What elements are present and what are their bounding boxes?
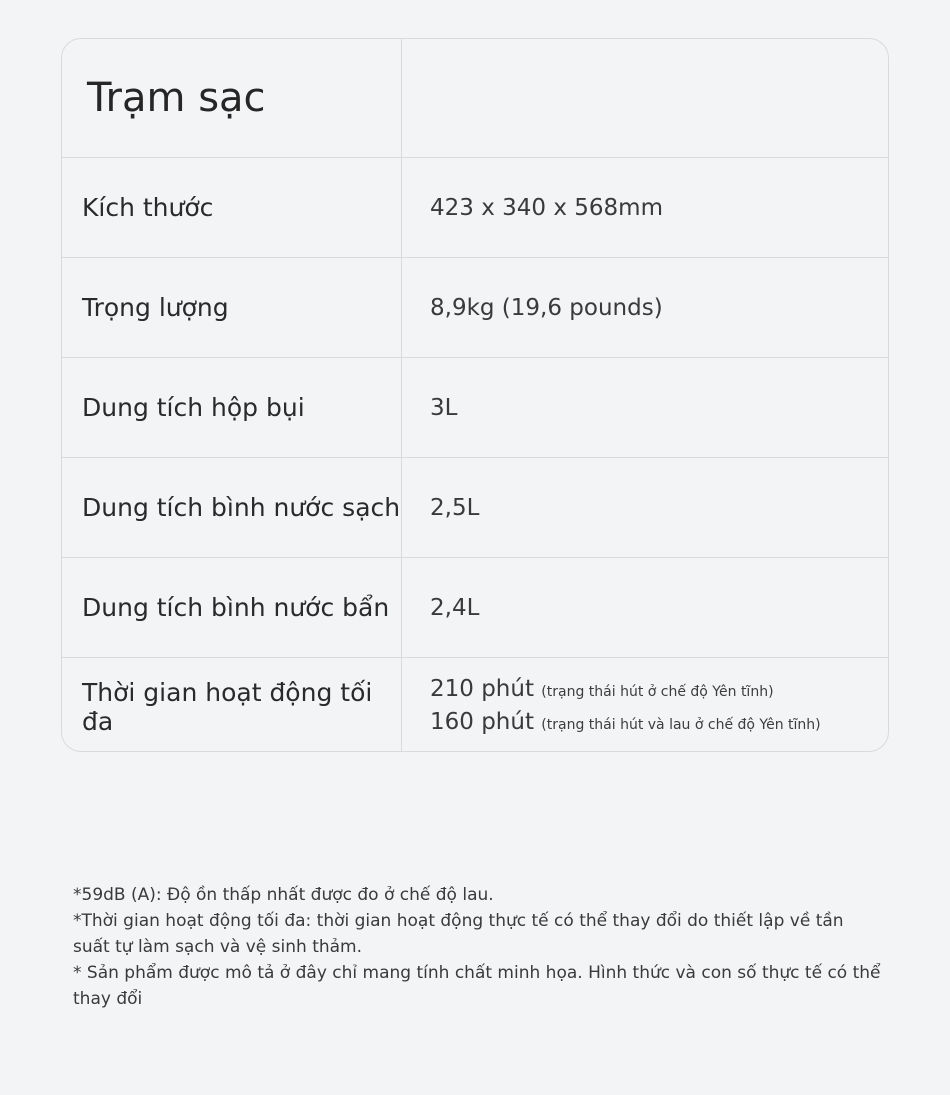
row-value-dimensions: 423 x 340 x 568mm (430, 194, 663, 221)
footnote-noise: *59dB (A): Độ ồn thấp nhất được đo ở chế độ lau. (73, 885, 494, 905)
row-value-dust-bin: 3L (430, 394, 458, 421)
table-row (62, 158, 888, 258)
footnote-runtime: *Thời gian hoạt động tối đa: thời gian hoạt động thực tế có thể thay đổi do thiết lập về tần suất tự làm sạch và vệ sinh thảm. (73, 911, 844, 957)
table-title: Trạm sạc (62, 39, 402, 157)
runtime-vacuum-mop-note: (trạng thái hút và lau ở chế độ Yên tĩnh) (541, 717, 821, 733)
table-row (62, 458, 888, 558)
row-value-weight: 8,9kg (19,6 pounds) (430, 294, 663, 321)
table-row (62, 258, 888, 358)
row-label-weight: Trọng lượng (62, 258, 402, 357)
footnote-disclaimer: * Sản phẩm được mô tả ở đây chỉ mang tính chất minh họa. Hình thức và con số thực tế có thể thay đổi (73, 963, 881, 1009)
runtime-vacuum-note: (trạng thái hút ở chế độ Yên tĩnh) (541, 684, 774, 700)
spec-table (61, 38, 889, 752)
table-header-empty-cell (402, 39, 888, 157)
table-row-runtime (62, 658, 888, 752)
runtime-vacuum-value: 210 phút (430, 676, 534, 702)
runtime-vacuum-mop-value: 160 phút (430, 709, 534, 735)
footnotes (73, 882, 883, 1012)
table-header-row (62, 39, 888, 158)
row-value-clean-water-tank: 2,5L (430, 494, 480, 521)
row-value-dirty-water-tank: 2,4L (430, 594, 480, 621)
runtime-line-vacuum-mop (430, 707, 821, 740)
runtime-line-vacuum (430, 674, 774, 707)
row-label-clean-water-tank: Dung tích bình nước sạch (62, 458, 402, 557)
table-row (62, 358, 888, 458)
row-value-runtime (402, 658, 888, 752)
table-row (62, 558, 888, 658)
row-label-dirty-water-tank: Dung tích bình nước bẩn (62, 558, 402, 657)
row-label-dust-bin: Dung tích hộp bụi (62, 358, 402, 457)
row-label-runtime: Thời gian hoạt động tối đa (62, 658, 402, 752)
row-label-dimensions: Kích thước (62, 158, 402, 257)
